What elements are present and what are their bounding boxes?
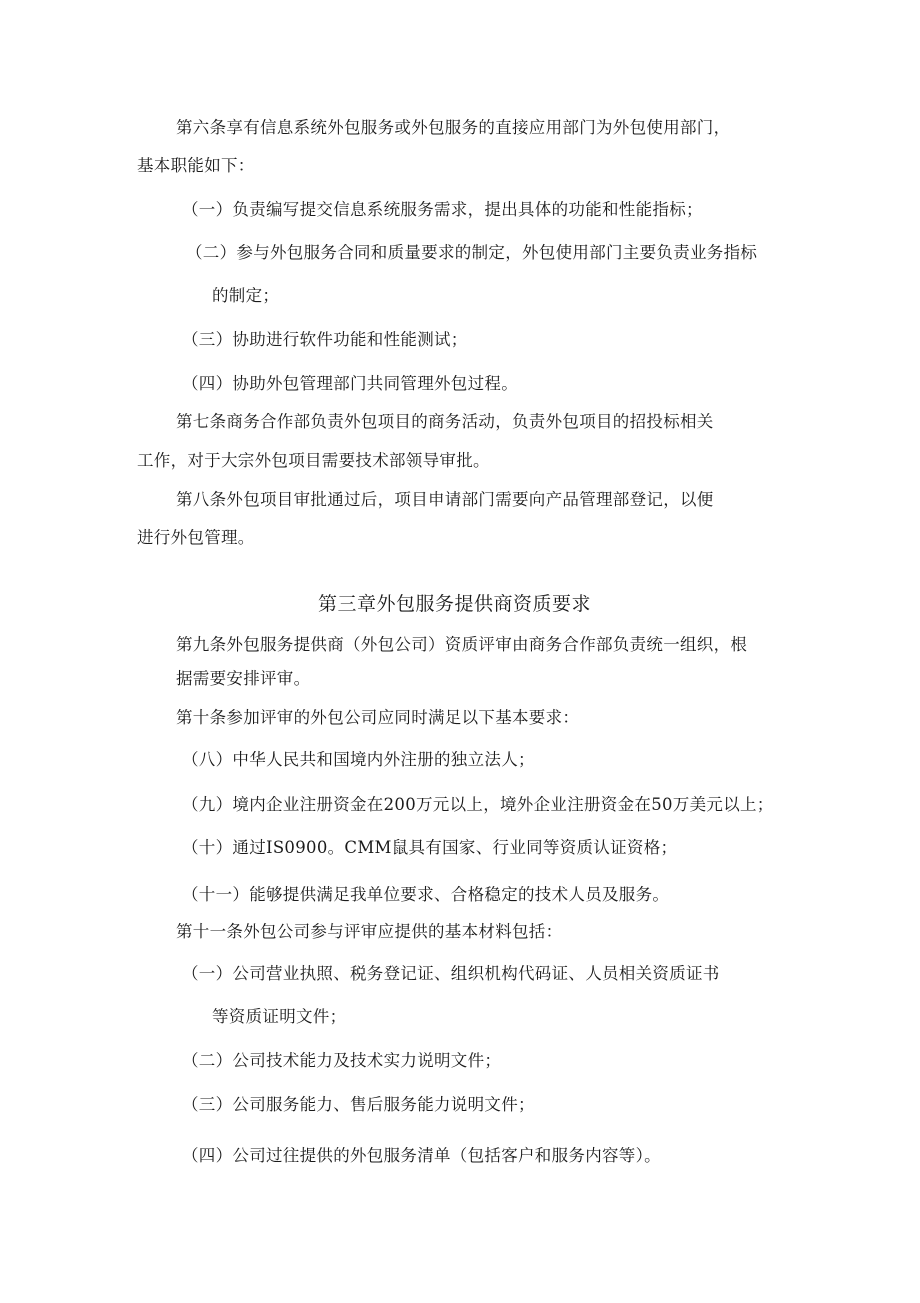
chapter-3-title: 第三章外包服务提供商资质要求 [318,593,592,615]
article-11-line-1: 第十一条外包公司参与评审应提供的基本材料包括： [176,922,563,941]
article-11-item-4: （四）公司过往提供的外包服务清单（包括客户和服务内容等）。 [182,1146,661,1165]
article-8-line-2: 进行外包管理。 [137,528,255,547]
article-6-line-1: 第六条享有信息系统外包服务或外包服务的直接应用部门为外包使用部门， [176,118,731,137]
article-9-line-2: 据需要安排评审。 [176,669,311,688]
article-6-item-2-cont: 的制定； [212,286,280,305]
article-10-line-1: 第十条参加评审的外包公司应同时满足以下基本要求： [176,708,580,727]
article-10-item-10: （十）通过IS0900。CMM鼠具有国家、行业同等资质认证资格； [182,838,678,857]
article-7-line-2: 工作，对于大宗外包项目需要技术部领导审批。 [137,451,490,470]
article-11-item-3: （三）公司服务能力、售后服务能力说明文件； [182,1095,535,1114]
article-7-line-1: 第七条商务合作部负责外包项目的商务活动，负责外包项目的招投标相关 [176,412,714,431]
article-10-item-9: （九）境内企业注册资金在200万元以上，境外企业注册资金在50万美元以上； [182,795,774,814]
article-6-item-3: （三）协助进行软件功能和性能测试； [182,330,468,349]
article-11-item-1-cont: 等资质证明文件； [212,1007,347,1026]
article-6-item-4: （四）协助外包管理部门共同管理外包过程。 [182,374,518,393]
article-11-item-1: （一）公司营业执照、税务登记证、组织机构代码证、人员相关资质证书 [182,964,720,983]
article-6-line-2: 基本职能如下： [137,156,255,175]
article-10-item-8: （八）中华人民共和国境内外注册的独立法人； [182,750,535,769]
article-6-item-1: （一）负责编写提交信息系统服务需求，提出具体的功能和性能指标； [182,200,703,219]
article-10-item-11: （十一）能够提供满足我单位要求、合格稳定的技术人员及服务。 [182,885,670,904]
article-6-item-2: （二）参与外包服务合同和质量要求的制定，外包使用部门主要负责业务指标 [186,243,758,262]
article-8-line-1: 第八条外包项目审批通过后，项目申请部门需要向产品管理部登记，以便 [176,490,714,509]
article-9-line-1: 第九条外包服务提供商（外包公司）资质评审由商务合作部负责统一组织，根 [176,635,748,654]
article-11-item-2: （二）公司技术能力及技术实力说明文件； [182,1051,502,1070]
